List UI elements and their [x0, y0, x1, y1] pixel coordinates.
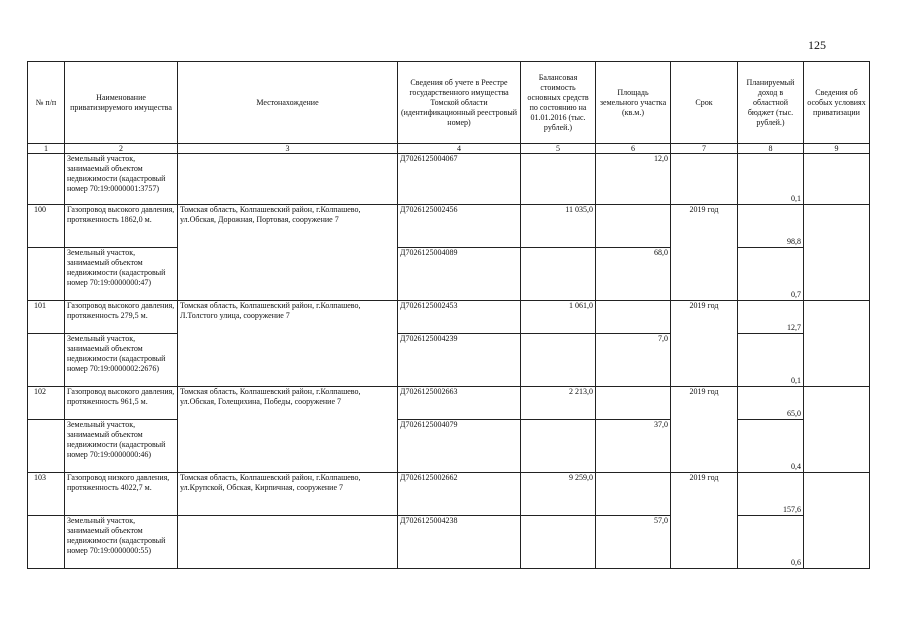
- name-cell: Газопровод высокого давления, протяженность 961,5 м.: [65, 387, 178, 420]
- area-cell: [596, 473, 671, 516]
- name-cell: Земельный участок, занимаемый объектом недвижимости (кадастровый номер 70:19:0000000:46): [65, 420, 178, 473]
- row-number-cell: 103: [28, 473, 65, 516]
- registry-number-cell: Д7026125004239: [398, 334, 521, 387]
- table-row: [28, 154, 870, 205]
- header-cell: Площадь земельного участка (кв.м.): [596, 62, 671, 144]
- notes-cell: [804, 205, 870, 301]
- name-cell: Газопровод высокого давления, протяженность 1862,0 м.: [65, 205, 178, 248]
- header-cell: Планируемый доход в областной бюджет (тыс. рублей.): [738, 62, 804, 144]
- location-cell: Томская область, Колпашевский район, г.Колпашево, ул.Обская, Голещихина, Победы, сооружение 7: [178, 387, 398, 473]
- row-number-cell: 102: [28, 387, 65, 420]
- balance-cell: 2 213,0: [521, 387, 596, 420]
- row-number-cell: [28, 154, 65, 205]
- notes-cell: [804, 154, 870, 205]
- row-number-cell: [28, 420, 65, 473]
- location-cell: Томская область, Колпашевский район, г.Колпашево, ул.Обская, Дорожная, Портовая, сооружение 7: [178, 205, 398, 301]
- header-row: [28, 62, 870, 144]
- registry-number-cell: Д7026125002456: [398, 205, 521, 248]
- page-number: 125: [808, 38, 826, 52]
- name-cell: Земельный участок, занимаемый объектом недвижимости (кадастровый номер 70:19:0000002:2676): [65, 334, 178, 387]
- table-row: [28, 387, 870, 420]
- income-cell: 0,7: [738, 248, 804, 301]
- registry-number-cell: Д7026125002662: [398, 473, 521, 516]
- table-row: [28, 248, 870, 301]
- notes-cell: [804, 387, 870, 473]
- column-number: 3: [178, 144, 398, 154]
- name-cell: Газопровод высокого давления, протяженность 279,5 м.: [65, 301, 178, 334]
- column-number: 6: [596, 144, 671, 154]
- location-cell: Томская область, Колпашевский район, г.Колпашево, ул.Крупской, Обская, Кирпичная, сооружение 7: [178, 473, 398, 516]
- balance-cell: 11 035,0: [521, 205, 596, 248]
- income-cell: 0,4: [738, 420, 804, 473]
- header-cell: № п/п: [28, 62, 65, 144]
- header-cell: Сведения об учете в Реестре государственного имущества Томской области (идентификационный реестровый номер): [398, 62, 521, 144]
- notes-cell: [804, 301, 870, 387]
- balance-cell: [521, 334, 596, 387]
- area-cell: [596, 205, 671, 248]
- header-cell: Местонахождение: [178, 62, 398, 144]
- notes-cell: [804, 473, 870, 569]
- income-cell: 65,0: [738, 387, 804, 420]
- column-number: 2: [65, 144, 178, 154]
- area-cell: 57,0: [596, 516, 671, 569]
- table-row: [28, 334, 870, 387]
- location-cell: [178, 516, 398, 569]
- column-number: 8: [738, 144, 804, 154]
- term-cell: 2019 год: [671, 301, 738, 387]
- column-number-row: [28, 144, 870, 154]
- row-number-cell: 100: [28, 205, 65, 248]
- table-row: [28, 420, 870, 473]
- term-cell: [671, 154, 738, 205]
- income-cell: 157,6: [738, 473, 804, 516]
- term-cell: 2019 год: [671, 387, 738, 473]
- privatization-table: [27, 61, 870, 569]
- row-number-cell: 101: [28, 301, 65, 334]
- column-number: 7: [671, 144, 738, 154]
- table-row: [28, 205, 870, 248]
- registry-number-cell: Д7026125004067: [398, 154, 521, 205]
- column-number: 4: [398, 144, 521, 154]
- column-number: 9: [804, 144, 870, 154]
- area-cell: 7,0: [596, 334, 671, 387]
- term-cell: 2019 год: [671, 205, 738, 301]
- table-row: [28, 473, 870, 516]
- area-cell: 68,0: [596, 248, 671, 301]
- header-cell: Срок: [671, 62, 738, 144]
- name-cell: Земельный участок, занимаемый объектом недвижимости (кадастровый номер 70:19:0000001:3757): [65, 154, 178, 205]
- registry-number-cell: Д7026125002663: [398, 387, 521, 420]
- name-cell: Земельный участок, занимаемый объектом недвижимости (кадастровый номер 70:19:0000000:55): [65, 516, 178, 569]
- area-cell: [596, 387, 671, 420]
- balance-cell: [521, 154, 596, 205]
- registry-number-cell: Д7026125004079: [398, 420, 521, 473]
- location-cell: Томская область, Колпашевский район, г.Колпашево, Л.Толстого улица, сооружение 7: [178, 301, 398, 387]
- column-number: 1: [28, 144, 65, 154]
- balance-cell: 9 259,0: [521, 473, 596, 516]
- row-number-cell: [28, 516, 65, 569]
- area-cell: 37,0: [596, 420, 671, 473]
- income-cell: 0,1: [738, 334, 804, 387]
- income-cell: 98,8: [738, 205, 804, 248]
- registry-number-cell: Д7026125004238: [398, 516, 521, 569]
- name-cell: Земельный участок, занимаемый объектом недвижимости (кадастровый номер 70:19:0000000:47): [65, 248, 178, 301]
- registry-number-cell: Д7026125002453: [398, 301, 521, 334]
- balance-cell: [521, 516, 596, 569]
- header-cell: Наименование приватизируемого имущества: [65, 62, 178, 144]
- area-cell: 12,0: [596, 154, 671, 205]
- registry-number-cell: Д7026125004089: [398, 248, 521, 301]
- header-cell: Балансовая стоимость основных средств по состоянию на 01.01.2016 (тыс. рублей.): [521, 62, 596, 144]
- balance-cell: [521, 420, 596, 473]
- name-cell: Газопровод низкого давления, протяженность 4022,7 м.: [65, 473, 178, 516]
- table-row: [28, 301, 870, 334]
- income-cell: 12,7: [738, 301, 804, 334]
- income-cell: 0,6: [738, 516, 804, 569]
- balance-cell: [521, 248, 596, 301]
- header-cell: Сведения об особых условиях приватизации: [804, 62, 870, 144]
- location-cell: [178, 154, 398, 205]
- term-cell: 2019 год: [671, 473, 738, 569]
- area-cell: [596, 301, 671, 334]
- table-row: [28, 516, 870, 569]
- row-number-cell: [28, 248, 65, 301]
- row-number-cell: [28, 334, 65, 387]
- income-cell: 0,1: [738, 154, 804, 205]
- column-number: 5: [521, 144, 596, 154]
- balance-cell: 1 061,0: [521, 301, 596, 334]
